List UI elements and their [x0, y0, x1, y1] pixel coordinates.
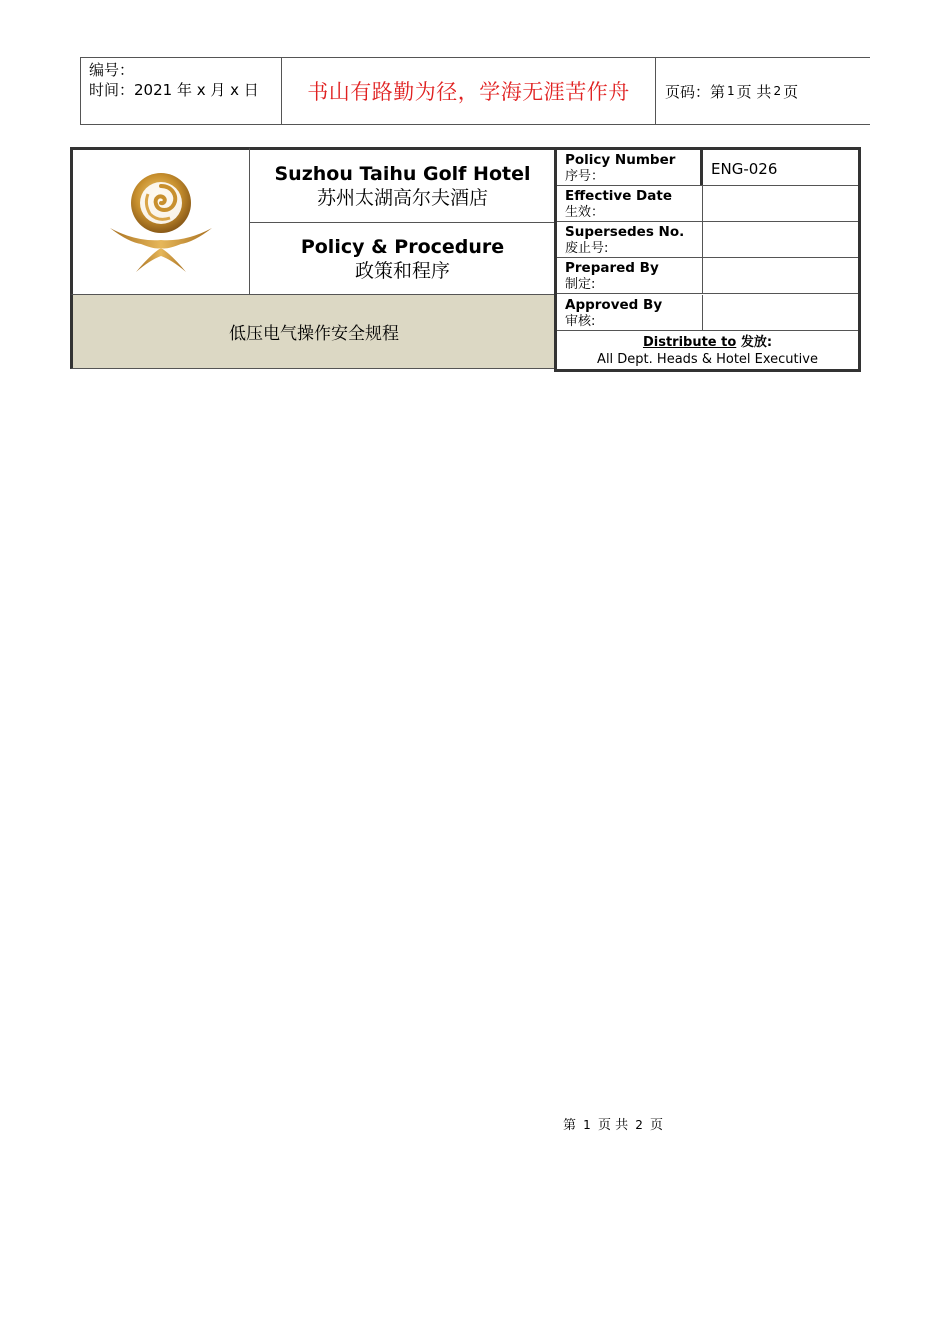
info-label-en: Policy Number: [565, 152, 676, 168]
procedure-title-cell: [250, 223, 555, 295]
document-header: [80, 57, 870, 125]
policy-table: [70, 147, 861, 369]
page-footer: [563, 1114, 663, 1133]
info-label-cn: 生效：: [565, 205, 605, 220]
time-label: 时间：2021 年 x 月 x 日: [89, 81, 259, 99]
info-row-supersedes: [557, 222, 858, 258]
info-label-cn: 废止号:: [565, 241, 609, 256]
info-label-en: Supersedes No.: [565, 224, 685, 240]
info-value-approved-by: [703, 295, 858, 330]
info-value-effective-date: [703, 186, 858, 221]
header-meta: [81, 58, 282, 124]
info-row-policy-number: [557, 150, 858, 186]
page-mid: 页 共: [736, 82, 772, 101]
info-row-approved-by: [557, 295, 858, 331]
info-label-en: Approved By: [565, 297, 663, 313]
distribution-label-en: Distribute to: [642, 335, 737, 350]
info-label: [557, 258, 703, 293]
hotel-name-cell: [250, 147, 555, 223]
footer-suffix: 页: [650, 1118, 664, 1133]
info-label-en: Effective Date: [565, 188, 672, 204]
number-label: 编号：: [89, 61, 135, 79]
logo-cell: [70, 147, 250, 295]
distribution-label-cn: 发放:: [740, 335, 773, 350]
info-label: [557, 222, 703, 257]
footer-mid: 页 共: [597, 1118, 629, 1133]
distribution-row: [557, 332, 858, 369]
footer-prefix: 第: [563, 1118, 577, 1133]
policy-subject: 低压电气操作安全规程: [70, 295, 555, 369]
page-prefix: 页码：第: [665, 82, 726, 101]
page-total: 2: [773, 84, 782, 98]
hotel-name-cn: 苏州太湖高尔夫酒店: [316, 187, 488, 209]
info-row-prepared-by: [557, 258, 858, 294]
hotel-name-en: Suzhou Taihu Golf Hotel: [274, 163, 531, 185]
info-label-en: Prepared By: [565, 260, 659, 276]
policy-info-panel: [554, 147, 861, 372]
distribution-title: [557, 334, 858, 351]
info-row-effective-date: [557, 186, 858, 222]
procedure-title-en: Policy & Procedure: [300, 235, 505, 258]
info-label-cn: 序号：: [565, 169, 605, 184]
page-suffix: 页: [783, 82, 799, 101]
footer-current: 1: [583, 1118, 591, 1132]
info-value-prepared-by: [703, 258, 858, 293]
distribution-recipients: All Dept. Heads & Hotel Executive: [597, 352, 818, 367]
info-value-supersedes: [703, 222, 858, 257]
page-current: 1: [727, 84, 735, 98]
hotel-logo-icon: [106, 170, 216, 274]
header-motto: 书山有路勤为径，学海无涯苦作舟: [282, 58, 656, 124]
footer-total: 2: [635, 1118, 643, 1132]
header-page-number: [656, 58, 870, 124]
info-label-cn: 制定:: [565, 277, 596, 292]
info-label: [557, 150, 703, 185]
procedure-title-cn: 政策和程序: [354, 259, 450, 282]
info-label: [557, 295, 703, 330]
info-value-policy-number: ENG-026: [711, 160, 778, 178]
info-label: [557, 186, 703, 221]
info-label-cn: 审核:: [565, 314, 596, 329]
